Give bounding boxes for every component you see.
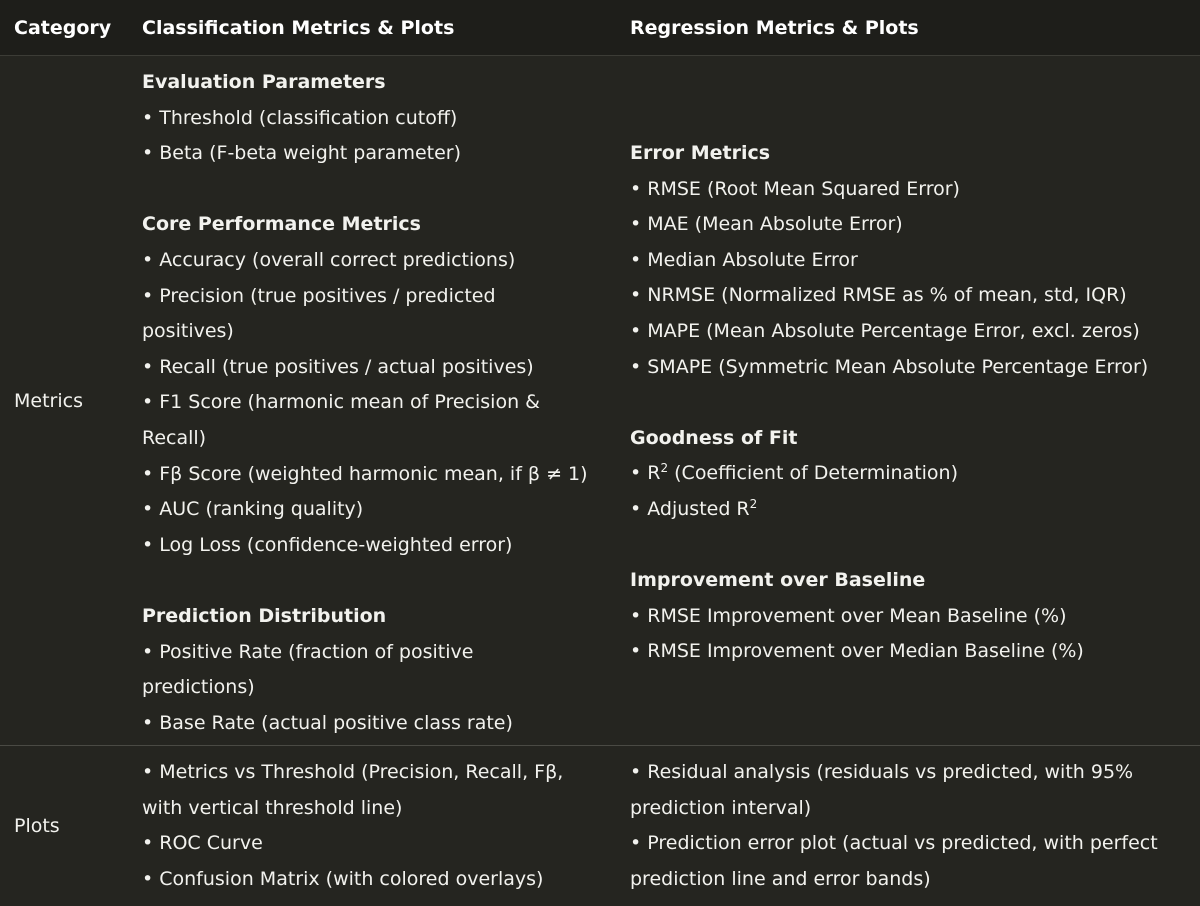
list-item <box>630 456 1200 492</box>
list-item: • Accuracy (overall correct predictions) <box>142 248 516 271</box>
regression-plots-cell <box>616 746 1200 906</box>
table-header <box>0 0 1200 56</box>
list-item: predictions) <box>142 676 255 699</box>
classification-plots-cell <box>128 746 616 906</box>
list-item: • Residual analysis (residuals vs predicted, with 95% <box>630 761 1134 783</box>
list-item: • Threshold (classification cutoff) <box>142 106 458 129</box>
list-item: prediction line and error bands) <box>630 867 931 890</box>
category-cell-plots: Plots <box>14 815 60 837</box>
list-item: • RMSE Improvement over Median Baseline (%) <box>630 640 1084 663</box>
header-classification: Classification Metrics & Plots <box>142 16 455 39</box>
list-item: • Base Rate (actual positive class rate) <box>142 711 513 734</box>
header-category: Category <box>14 16 112 39</box>
table-row-metrics <box>0 56 1200 746</box>
r2-description: (Coefficient of Determination) <box>668 462 959 485</box>
eval-params-title: Evaluation Parameters <box>142 71 386 93</box>
list-item: • Median Absolute Error <box>630 248 858 271</box>
adjusted-r2-label: • Adjusted R <box>630 497 750 520</box>
list-item: • Positive Rate (fraction of positive <box>142 640 474 663</box>
list-item: prediction interval) <box>630 796 812 819</box>
list-item: • Prediction error plot (actual vs predicted, with perfect <box>630 832 1158 855</box>
list-item: • RMSE (Root Mean Squared Error) <box>630 177 960 200</box>
list-item: • F1 Score (harmonic mean of Precision & <box>142 391 540 414</box>
list-item: • NRMSE (Normalized RMSE as % of mean, std, IQR) <box>630 284 1127 307</box>
list-item: with vertical threshold line) <box>142 796 403 819</box>
prediction-distribution-title: Prediction Distribution <box>142 604 387 627</box>
core-metrics-title: Core Performance Metrics <box>142 213 421 236</box>
list-item: • MAPE (Mean Absolute Percentage Error, excl. zeros) <box>630 319 1140 342</box>
list-item: • RMSE Improvement over Mean Baseline (%) <box>630 604 1067 627</box>
list-item: • Beta (F-beta weight parameter) <box>142 142 462 165</box>
table-row-plots <box>0 746 1200 906</box>
r2-label: • R <box>630 462 661 485</box>
list-item: • Fβ Score (weighted harmonic mean, if β ≠ 1) <box>142 462 588 485</box>
list-item: Recall) <box>142 426 207 449</box>
superscript: 2 <box>749 496 758 511</box>
list-item: • Recall (true positives / actual positives) <box>142 355 534 378</box>
list-item: • ROC Curve <box>142 832 263 855</box>
list-item: • Log Loss (confidence-weighted error) <box>142 533 513 556</box>
list-item: • SMAPE (Symmetric Mean Absolute Percentage Error) <box>630 355 1149 378</box>
list-item: • MAE (Mean Absolute Error) <box>630 213 903 236</box>
category-cell-metrics: Metrics <box>14 389 83 412</box>
list-item <box>630 492 1200 528</box>
superscript: 2 <box>660 461 669 476</box>
regression-metrics-cell <box>616 56 1200 745</box>
list-item: • Precision (true positives / predicted <box>142 284 496 307</box>
list-item: positives) <box>142 320 234 343</box>
classification-metrics-cell <box>128 56 616 745</box>
list-item: • Metrics vs Threshold (Precision, Recall, Fβ, <box>142 761 564 783</box>
list-item: • Confusion Matrix (with colored overlays) <box>142 867 544 890</box>
list-item: • AUC (ranking quality) <box>142 498 364 521</box>
baseline-improvement-title: Improvement over Baseline <box>630 569 926 592</box>
error-metrics-title: Error Metrics <box>630 142 771 164</box>
goodness-of-fit-title: Goodness of Fit <box>630 426 798 449</box>
header-regression: Regression Metrics & Plots <box>630 16 919 39</box>
